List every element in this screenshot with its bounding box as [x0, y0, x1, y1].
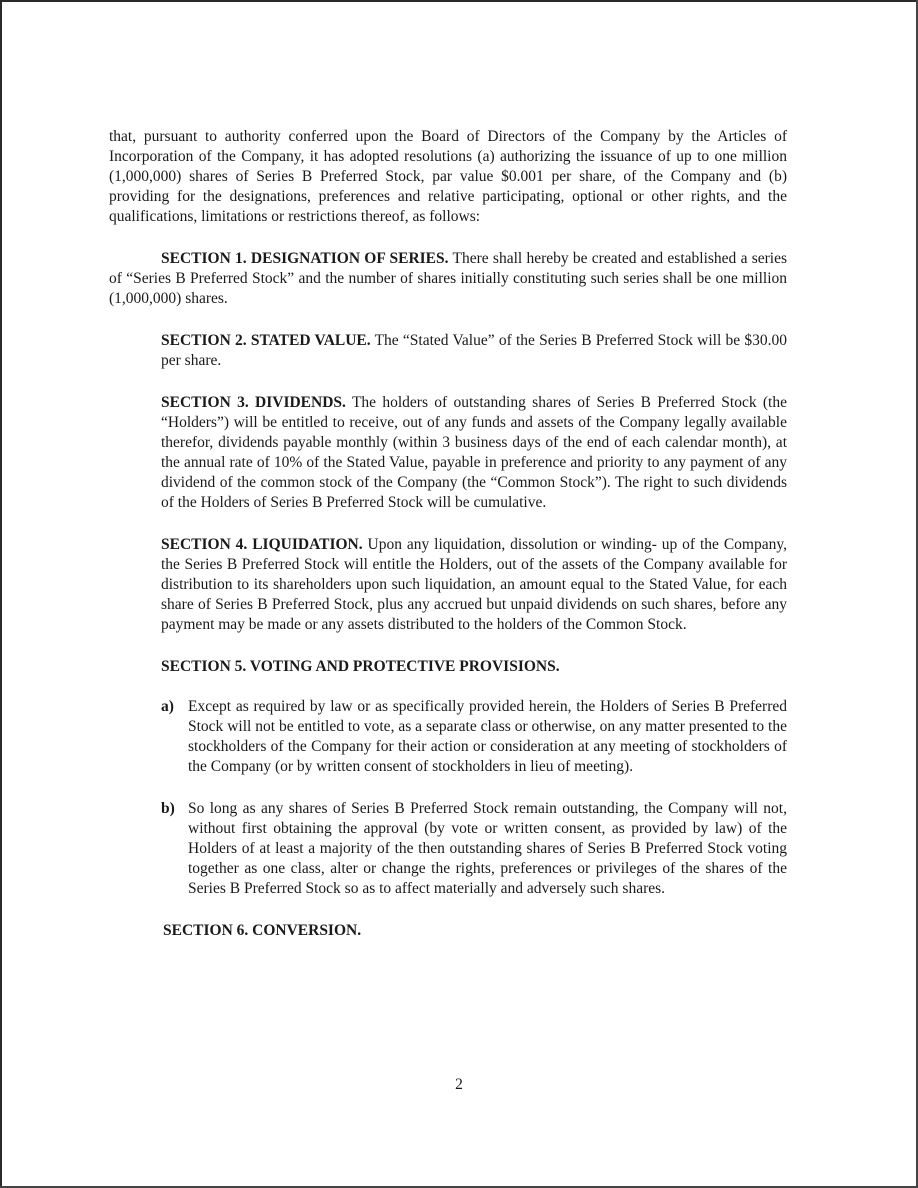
- list-marker-a: a): [161, 698, 174, 715]
- section-4-title: SECTION 4. LIQUIDATION.: [161, 536, 363, 553]
- section-6-title: SECTION 6. CONVERSION.: [163, 922, 362, 939]
- section-3-body: The holders of outstanding shares of Series B Preferred Stock (the “Holders”) will be entitled to receive, out of any funds and assets of the Company legally available therefor, dividends payable monthly (within 3 business days of the end of each calendar month), at the annual rate of 10% of the Stated Value, payable in preference and priority to any payment of any dividend of the common stock of the Company (the “Common Stock”). The right to such dividends of the Holders of Series B Preferred Stock will be cumulative.: [161, 394, 787, 511]
- section-2-paragraph: [161, 331, 787, 371]
- section-4-body: Upon any liquidation, dissolution or winding- up of the Company, the Series B Preferred Stock will entitle the Holders, out of the assets of the Company available for distribution to its shareholders upon such liquidation, an amount equal to the Stated Value, for each share of Series B Preferred Stock, plus any accrued but unpaid dividends on such shares, before any payment may be made or any assets distributed to the holders of the Common Stock.: [161, 536, 787, 633]
- section-1-title: SECTION 1. DESIGNATION OF SERIES.: [161, 250, 449, 267]
- section-2-title: SECTION 2. STATED VALUE.: [161, 332, 371, 349]
- document-body: [109, 127, 787, 941]
- section-1-paragraph: [109, 249, 787, 309]
- page-number: 2: [455, 1076, 463, 1093]
- section-4-paragraph: [161, 535, 787, 635]
- list-marker-b: b): [161, 800, 175, 817]
- intro-paragraph: that, pursuant to authority conferred upon the Board of Directors of the Company by the Articles of Incorporation of the Company, it has adopted resolutions (a) authorizing the issuance of up to one million (1,000,000) shares of Series B Preferred Stock, par value $0.001 per share, of the Company and (b) providing for the designations, preferences and relative participating, optional or other rights, and the qualifications, limitations or restrictions thereof, as follows:: [109, 128, 787, 225]
- section-3-paragraph: [161, 393, 787, 513]
- section-5-item-a: [161, 697, 787, 777]
- section-5-item-a-text: Except as required by law or as specifically provided herein, the Holders of Series B Preferred Stock will not be entitled to vote, as a separate class or otherwise, on any matter presented to the stockholders of the Company for their action or consideration at any meeting of stockholders of the Company (or by written consent of stockholders in lieu of meeting).: [188, 698, 787, 775]
- section-5-item-b-text: So long as any shares of Series B Preferred Stock remain outstanding, the Company will not, without first obtaining the approval (by vote or written consent, as provided by law) of the Holders of at least a majority of the then outstanding shares of Series B Preferred Stock voting together as one class, alter or change the rights, preferences or privileges of the shares of the Series B Preferred Stock so as to affect materially and adversely such shares.: [188, 800, 787, 897]
- section-3-title: SECTION 3. DIVIDENDS.: [161, 394, 346, 411]
- scan-border-top: [0, 0, 918, 2]
- section-2-body: The “Stated Value” of the Series B Preferred Stock will be $30.00 per share.: [161, 332, 787, 369]
- section-5-item-b: [161, 799, 787, 899]
- scan-border-left: [0, 0, 2, 1188]
- section-1-body: There shall hereby be created and established a series of “Series B Preferred Stock” and the number of shares initially constituting such series shall be one million (1,000,000) shares.: [109, 250, 788, 307]
- section-5-title: SECTION 5. VOTING AND PROTECTIVE PROVISIONS.: [161, 658, 560, 675]
